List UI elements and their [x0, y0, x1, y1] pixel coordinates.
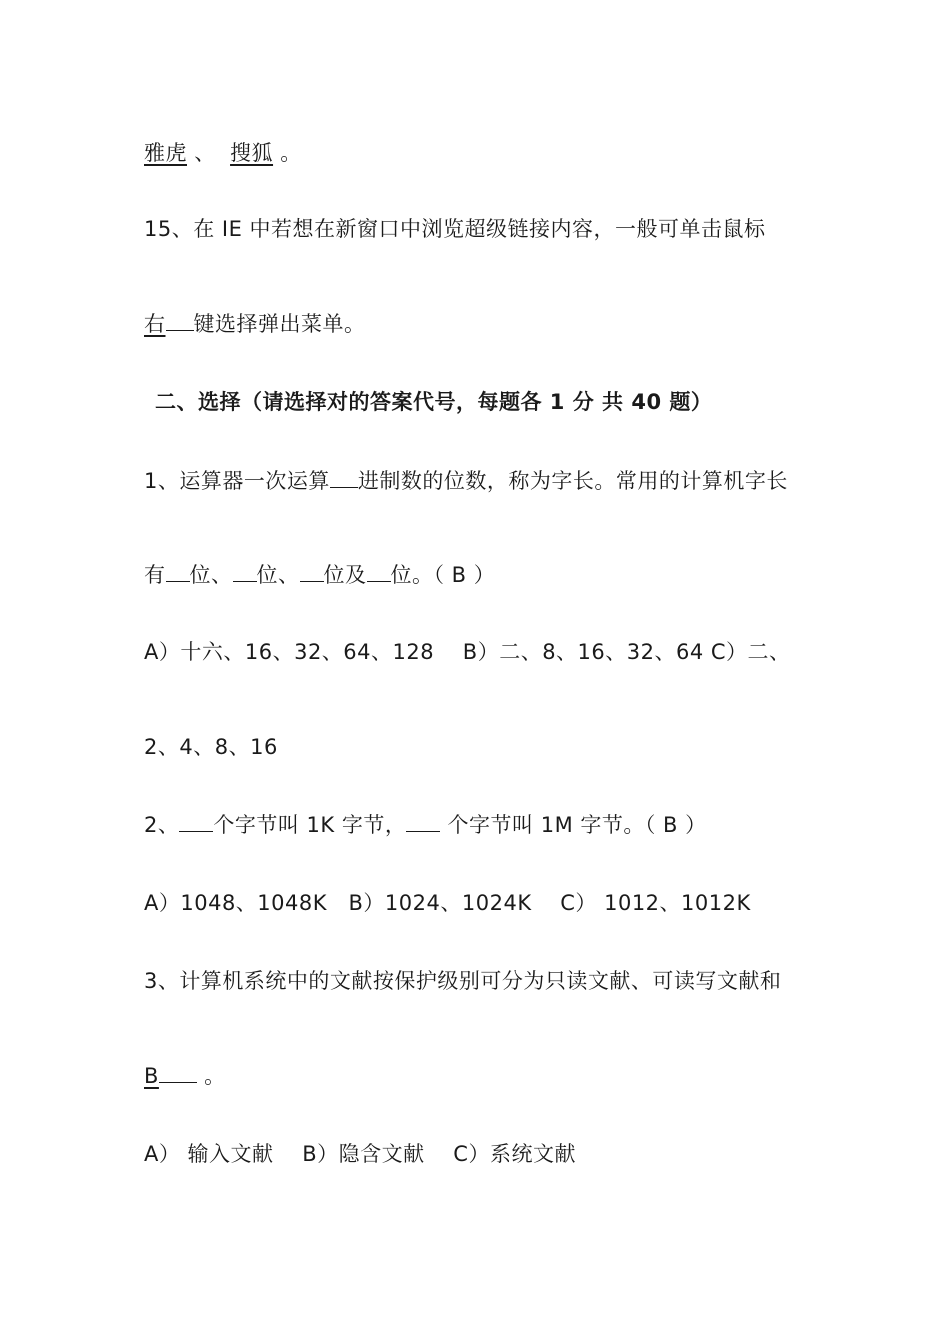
punctuation: 。 [280, 141, 302, 165]
underlined-answer: 搜狐 [230, 141, 274, 165]
text-fragment: 位、 [256, 563, 300, 587]
text-fragment: 位、 [189, 563, 233, 587]
underlined-answer: 雅虎 [144, 141, 187, 165]
punctuation: 。 [204, 1064, 226, 1088]
text-fragment: 2、 [144, 813, 180, 837]
answer-blank [406, 811, 440, 832]
text-line: 15、在 IE 中若想在新窗口中浏览超级链接内容，一般可单击鼠标 [144, 217, 766, 241]
question-1-options: A）十六、16、32、64、128 B）二、8、16、32、64 C）二、 [144, 640, 791, 664]
text-line [144, 309, 910, 339]
text-fragment: 1、运算器一次运算 [144, 469, 330, 493]
question-3-continued [144, 1061, 910, 1091]
text-fragment: 个字节叫 1M 字节。（ B ） [440, 813, 707, 837]
question-2 [144, 810, 910, 840]
text-fragment: 有 [144, 563, 166, 587]
text-fragment: 位。（ B ） [390, 563, 496, 587]
answer-blank [159, 1062, 197, 1083]
text-fragment: 位及 [323, 563, 367, 587]
question-1 [144, 466, 910, 496]
answer-blank [233, 561, 257, 582]
question-3-options: A） 输入文献 B）隐含文献 C）系统文献 [144, 1142, 576, 1166]
question-3: 3、计算机系统中的文献按保护级别可分为只读文献、可读写文献和 [144, 969, 782, 993]
text-fragment: 键选择弹出菜单。 [193, 312, 366, 336]
answer-blank [166, 310, 194, 331]
answer-blank [300, 561, 324, 582]
text-fragment: 个字节叫 1K 字节， [213, 813, 407, 837]
answer-blank [367, 561, 391, 582]
answer-blank [166, 561, 190, 582]
question-1-options-continued: 2、4、8、16 [144, 735, 278, 759]
text-line [144, 138, 910, 168]
answer-blank [330, 467, 358, 488]
question-2-options: A）1048、1048K B）1024、1024K C） 1012、1012K [144, 891, 751, 915]
punctuation: 、 [194, 141, 216, 165]
section-heading: 二、选择（请选择对的答案代号，每题各 1 分 共 40 题） [155, 390, 713, 414]
question-1-continued [144, 560, 910, 590]
text-fragment: 进制数的位数，称为字长。常用的计算机字长 [357, 469, 788, 493]
answer-blank [179, 811, 213, 832]
underlined-answer: B [144, 1064, 159, 1088]
underlined-answer: 右 [144, 312, 166, 336]
